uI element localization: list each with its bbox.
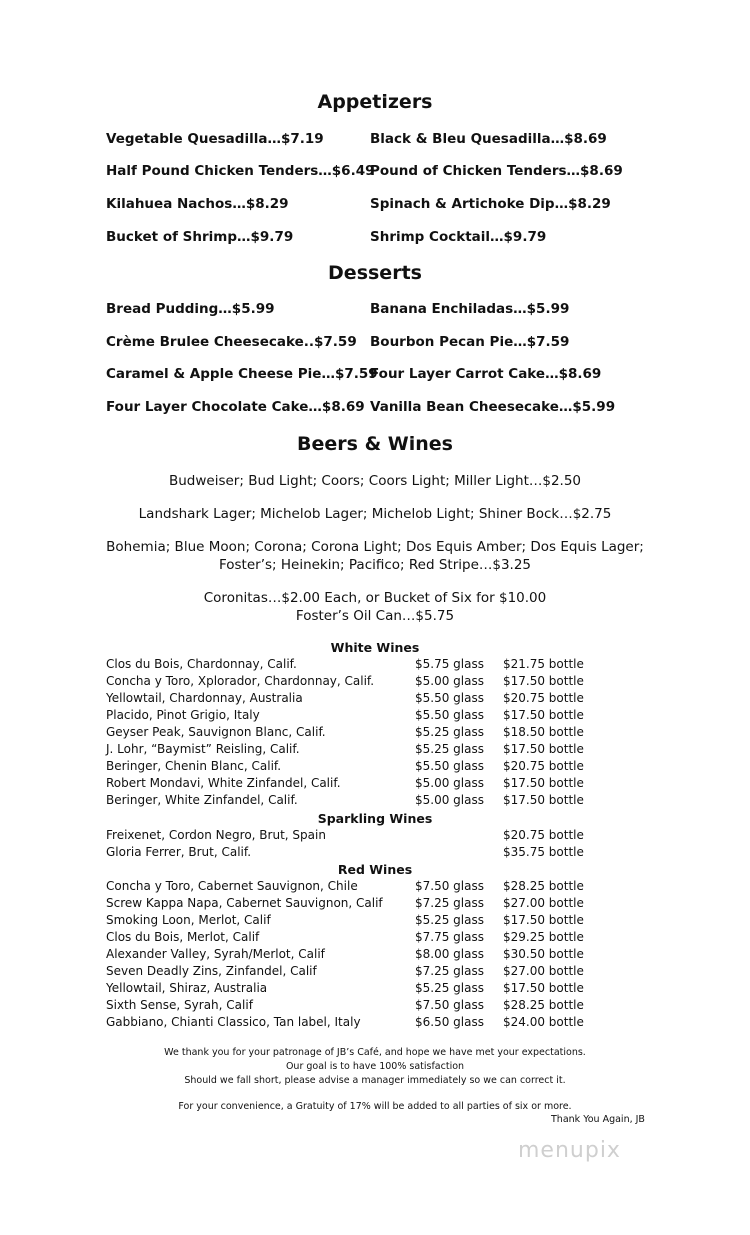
wine-name: Placido, Pinot Grigio, Italy: [106, 708, 260, 722]
wine-bottle-price: $20.75 bottle: [503, 828, 584, 842]
wine-bottle-price: $21.75 bottle: [503, 657, 584, 671]
wine-row: [0, 828, 750, 845]
wine-glass-price: $7.25 glass: [415, 964, 484, 978]
menu-item: Vanilla Bean Cheesecake…$5.99: [370, 399, 616, 415]
wine-bottle-price: $28.25 bottle: [503, 879, 584, 893]
wine-row: [0, 708, 750, 725]
menu-item: Four Layer Chocolate Cake…$8.69: [106, 399, 365, 415]
menu-item: Pound of Chicken Tenders…$8.69: [370, 163, 623, 179]
appetizers-heading: Appetizers: [317, 91, 433, 113]
menu-item: Kilahuea Nachos…$8.29: [106, 196, 289, 212]
wine-name: Gloria Ferrer, Brut, Calif.: [106, 845, 252, 859]
footer-thanks: We thank you for your patronage of JB’s Café, and hope we have met your expectations.: [164, 1047, 586, 1058]
wine-bottle-price: $17.50 bottle: [503, 793, 584, 807]
desserts-heading: Desserts: [328, 262, 422, 284]
wine-row: [0, 879, 750, 896]
menu-item: Half Pound Chicken Tenders…$6.49: [106, 163, 375, 179]
wine-row: [0, 759, 750, 776]
wine-glass-price: $5.50 glass: [415, 708, 484, 722]
wine-row: [0, 674, 750, 691]
wine-glass-price: $5.00 glass: [415, 776, 484, 790]
wine-glass-price: $5.75 glass: [415, 657, 484, 671]
wine-row: [0, 930, 750, 947]
wine-name: Clos du Bois, Chardonnay, Calif.: [106, 657, 297, 671]
wine-bottle-price: $27.00 bottle: [503, 896, 584, 910]
footer-advise: Should we fall short, please advise a manager immediately so we can correct it.: [184, 1075, 566, 1086]
wine-glass-price: $5.25 glass: [415, 913, 484, 927]
wine-glass-price: $5.00 glass: [415, 793, 484, 807]
wine-glass-price: $5.50 glass: [415, 759, 484, 773]
wine-name: Freixenet, Cordon Negro, Brut, Spain: [106, 828, 326, 842]
beer-line: Coronitas…$2.00 Each, or Bucket of Six for $10.00: [203, 590, 547, 606]
white-wines-heading: White Wines: [330, 640, 420, 655]
wine-bottle-price: $17.50 bottle: [503, 776, 584, 790]
wine-name: Gabbiano, Chianti Classico, Tan label, Italy: [106, 1015, 361, 1029]
wine-glass-price: $7.25 glass: [415, 896, 484, 910]
footer-signature: Thank You Again, JB: [551, 1114, 645, 1125]
wine-bottle-price: $17.50 bottle: [503, 674, 584, 688]
wine-name: Beringer, Chenin Blanc, Calif.: [106, 759, 282, 773]
wine-name: Smoking Loon, Merlot, Calif: [106, 913, 271, 927]
wine-bottle-price: $17.50 bottle: [503, 742, 584, 756]
wine-row: [0, 1015, 750, 1032]
wine-glass-price: $5.25 glass: [415, 742, 484, 756]
beer-line: Bohemia; Blue Moon; Corona; Corona Light; Dos Equis Amber; Dos Equis Lager;: [106, 539, 644, 555]
watermark: menupix: [518, 1138, 621, 1163]
wine-bottle-price: $20.75 bottle: [503, 759, 584, 773]
wine-row: [0, 896, 750, 913]
wine-row: [0, 742, 750, 759]
wine-bottle-price: $24.00 bottle: [503, 1015, 584, 1029]
wine-name: Sixth Sense, Syrah, Calif: [106, 998, 253, 1012]
beer-line: Landshark Lager; Michelob Lager; Michelob Light; Shiner Bock…$2.75: [138, 506, 612, 522]
wine-row: [0, 913, 750, 930]
wine-bottle-price: $29.25 bottle: [503, 930, 584, 944]
menu-item: Bucket of Shrimp…$9.79: [106, 229, 294, 245]
wine-name: Screw Kappa Napa, Cabernet Sauvignon, Calif: [106, 896, 383, 910]
beers-wines-heading: Beers & Wines: [297, 433, 453, 455]
wine-bottle-price: $17.50 bottle: [503, 913, 584, 927]
wine-bottle-price: $20.75 bottle: [503, 691, 584, 705]
menu-item: Spinach & Artichoke Dip…$8.29: [370, 196, 611, 212]
wine-glass-price: $5.00 glass: [415, 674, 484, 688]
wine-bottle-price: $30.50 bottle: [503, 947, 584, 961]
wine-bottle-price: $17.50 bottle: [503, 708, 584, 722]
wine-row: [0, 981, 750, 998]
wine-glass-price: $5.25 glass: [415, 981, 484, 995]
wine-name: Concha y Toro, Cabernet Sauvignon, Chile: [106, 879, 358, 893]
wine-row: [0, 947, 750, 964]
beer-line: Budweiser; Bud Light; Coors; Coors Light; Miller Light…$2.50: [168, 473, 582, 489]
wine-bottle-price: $17.50 bottle: [503, 981, 584, 995]
wine-row: [0, 776, 750, 793]
beer-line: Foster’s; Heinekin; Pacifico; Red Stripe…$3.25: [218, 557, 532, 573]
menu-item: Shrimp Cocktail…$9.79: [370, 229, 547, 245]
wine-glass-price: $5.50 glass: [415, 691, 484, 705]
wine-bottle-price: $27.00 bottle: [503, 964, 584, 978]
menu-item: Black & Bleu Quesadilla…$8.69: [370, 131, 607, 147]
wine-bottle-price: $28.25 bottle: [503, 998, 584, 1012]
footer-goal: Our goal is to have 100% satisfaction: [285, 1061, 465, 1072]
wine-glass-price: $7.75 glass: [415, 930, 484, 944]
menu-item: Crème Brulee Cheesecake..$7.59: [106, 334, 357, 350]
wine-name: Seven Deadly Zins, Zinfandel, Calif: [106, 964, 317, 978]
menu-item: Caramel & Apple Cheese Pie…$7.59: [106, 366, 378, 382]
wine-glass-price: $7.50 glass: [415, 998, 484, 1012]
sparkling-wines-heading: Sparkling Wines: [317, 811, 433, 826]
wine-glass-price: $5.25 glass: [415, 725, 484, 739]
wine-row: [0, 691, 750, 708]
wine-name: Beringer, White Zinfandel, Calif.: [106, 793, 298, 807]
wine-name: Robert Mondavi, White Zinfandel, Calif.: [106, 776, 341, 790]
wine-name: Yellowtail, Shiraz, Australia: [106, 981, 268, 995]
footer-gratuity: For your convenience, a Gratuity of 17% will be added to all parties of six or more.: [178, 1101, 572, 1112]
wine-name: Geyser Peak, Sauvignon Blanc, Calif.: [106, 725, 326, 739]
menu-item: Banana Enchiladas…$5.99: [370, 301, 570, 317]
menu-item: Vegetable Quesadilla…$7.19: [106, 131, 324, 147]
menu-item: Bourbon Pecan Pie…$7.59: [370, 334, 570, 350]
red-wines-heading: Red Wines: [337, 862, 413, 877]
beer-line: Foster’s Oil Can…$5.75: [295, 608, 455, 624]
wine-row: [0, 964, 750, 981]
wine-bottle-price: $18.50 bottle: [503, 725, 584, 739]
wine-row: [0, 845, 750, 862]
wine-name: Concha y Toro, Xplorador, Chardonnay, Calif.: [106, 674, 375, 688]
wine-glass-price: $8.00 glass: [415, 947, 484, 961]
wine-row: [0, 725, 750, 742]
wine-glass-price: $7.50 glass: [415, 879, 484, 893]
menu-item: Bread Pudding…$5.99: [106, 301, 275, 317]
wine-name: Alexander Valley, Syrah/Merlot, Calif: [106, 947, 325, 961]
wine-glass-price: $6.50 glass: [415, 1015, 484, 1029]
menu-item: Four Layer Carrot Cake…$8.69: [370, 366, 602, 382]
wine-name: J. Lohr, “Baymist” Reisling, Calif.: [106, 742, 300, 756]
wine-bottle-price: $35.75 bottle: [503, 845, 584, 859]
wine-row: [0, 657, 750, 674]
wine-row: [0, 793, 750, 810]
wine-name: Yellowtail, Chardonnay, Australia: [106, 691, 303, 705]
wine-row: [0, 998, 750, 1015]
wine-name: Clos du Bois, Merlot, Calif: [106, 930, 260, 944]
